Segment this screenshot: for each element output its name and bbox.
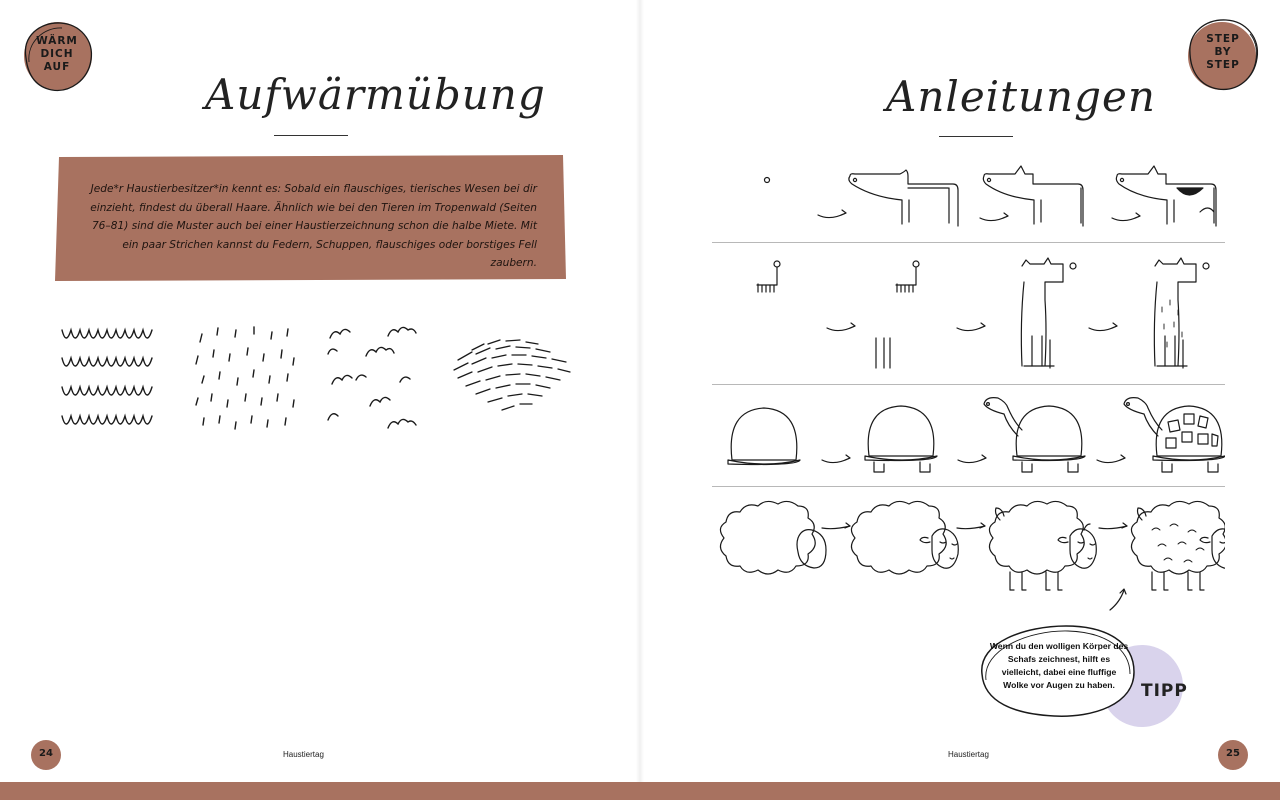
dog-steps-row	[712, 160, 1225, 236]
page-number: 24	[39, 748, 53, 759]
hatched-fur-pattern-icon	[450, 336, 574, 416]
long-dog-step-1	[757, 261, 780, 292]
left-page	[0, 0, 640, 785]
page-heading: Aufwärmübung	[205, 70, 546, 119]
arrow-icon	[957, 323, 985, 331]
sheep-step-1	[720, 501, 826, 574]
turtle-step-2	[865, 406, 937, 472]
page-number: 25	[1226, 748, 1240, 759]
arrow-icon	[818, 210, 846, 218]
long-dog-step-3	[1021, 258, 1076, 368]
tip-label: TIPP	[1141, 681, 1188, 701]
page-number-badge	[1218, 740, 1248, 770]
row-divider	[712, 486, 1225, 487]
sheep-step-3	[989, 501, 1096, 590]
arrow-icon	[1097, 455, 1125, 463]
intro-paragraph: Jede*r Haustierbesitzer*in kennt es: Sobald ein flauschiges, tierisches Wesen bei dir einzieht, findest du überall Haare. Ähnlich wie bei den Tieren im Tropenwald (Seiten 76–81) sind die Muster auch bei einer Haustierzeichnung schon die halbe Miete. Mit ein paar Strichen kannst du Federn, Schuppen, flauschiges oder borstiges Fell zaubern.	[90, 183, 537, 270]
loop-fur-pattern-icon	[58, 322, 170, 437]
arrow-icon	[980, 213, 1008, 221]
arrow-icon	[1099, 523, 1127, 529]
bottom-color-band	[0, 782, 1280, 800]
arrow-icon	[822, 455, 850, 463]
dog-step-1	[765, 178, 770, 183]
badge-line: STEP	[1206, 33, 1240, 45]
warm-up-badge	[18, 18, 96, 96]
arrow-icon	[822, 523, 850, 529]
badge-label	[1184, 33, 1262, 72]
heading-underline	[274, 135, 348, 136]
turtle-step-1	[728, 408, 800, 465]
badge-line: BY	[1214, 46, 1232, 58]
badge-label	[18, 35, 96, 74]
badge-line: STEP	[1206, 59, 1240, 71]
page-number-badge	[31, 740, 61, 770]
tip-text: Wenn du den wolligen Körper des Schafs zeichnest, hilft es vielleicht, dabei eine fluffige Wolke vor Augen zu haben.	[989, 641, 1129, 690]
turtle-steps-row	[712, 394, 1225, 480]
dash-fur-pattern-icon	[192, 324, 300, 436]
long-dog-step-2	[876, 261, 919, 368]
arrow-icon	[1089, 323, 1117, 331]
heading-underline	[939, 136, 1013, 137]
step-by-step-badge	[1184, 16, 1262, 94]
sheep-steps-row	[712, 500, 1225, 620]
long-dog-step-4	[1154, 258, 1209, 368]
turtle-step-4	[1124, 398, 1225, 472]
footer-title: Haustiertag	[948, 750, 989, 759]
footer-title: Haustiertag	[283, 750, 324, 759]
badge-line: WÄRM	[36, 35, 78, 47]
row-divider	[712, 384, 1225, 385]
arrow-icon	[957, 523, 985, 529]
dog-step-2	[849, 170, 958, 226]
row-divider	[712, 242, 1225, 243]
sheep-step-2	[851, 501, 958, 574]
badge-line: AUF	[43, 61, 71, 73]
badge-line: DICH	[40, 48, 74, 60]
dog-step-4	[1116, 166, 1216, 226]
long-dog-steps-row	[712, 252, 1225, 378]
page-heading: Anleitungen	[886, 72, 1156, 121]
dog-step-3	[983, 166, 1083, 226]
sheep-step-4	[1131, 501, 1225, 590]
arrow-icon	[1112, 213, 1140, 221]
tip-pointer-arrow-icon	[1110, 589, 1126, 610]
turtle-step-3	[984, 398, 1085, 472]
arrow-icon	[827, 323, 855, 331]
arrow-icon	[958, 455, 986, 463]
scale-curl-pattern-icon	[322, 322, 434, 437]
